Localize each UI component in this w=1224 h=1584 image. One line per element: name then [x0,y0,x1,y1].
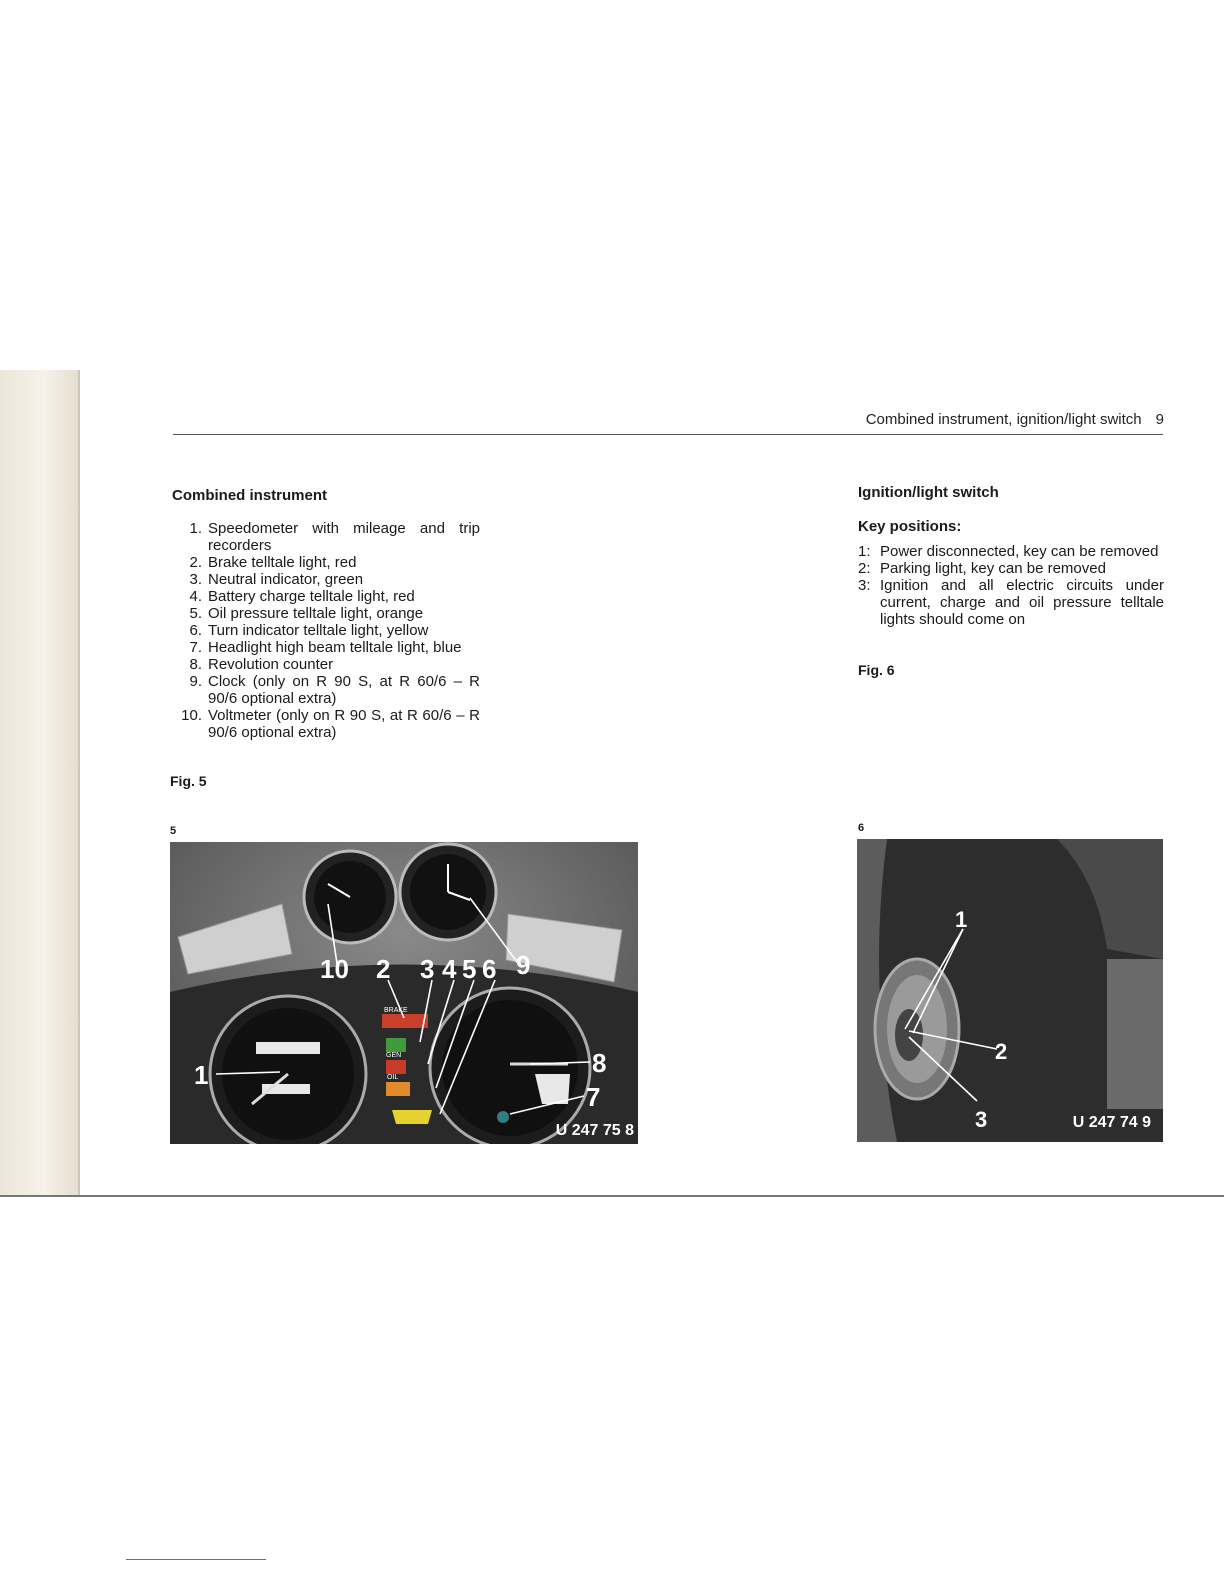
list-item: 2. Brake telltale light, red [189,554,357,571]
battery-charge-light [386,1060,406,1074]
oil-label: OIL [387,1074,399,1081]
callout-5: 5 [462,954,477,984]
callout-10: 10 [320,954,349,984]
list-item: 2: Parking light, key can be removed [858,560,1106,577]
callout-1: 1 [194,1060,209,1090]
callout-2: 2 [376,954,391,984]
page-number: 9 [1155,411,1164,428]
key-positions-list [858,543,1164,628]
turn-indicator-light [392,1110,432,1124]
page-binding-edge [78,370,80,1196]
gen-label: GEN [386,1052,402,1059]
combined-instrument-heading: Combined instrument [172,487,328,504]
fig5-code: U 247 75 8 [555,1122,634,1139]
header-rule [173,434,1163,435]
header-title: Combined instrument, ignition/light switch [865,411,1142,428]
callout-1: 1 [955,907,968,932]
callout-7: 7 [586,1082,601,1112]
key-positions-heading: Key positions: [858,518,962,535]
list-item: 3: Ignition and all electric circuits under current, charge and oil pressure telltale lights should come on [858,577,1164,628]
fig6-caption: Fig. 6 [858,662,895,678]
brake-telltale-light [382,1014,428,1028]
callout-9: 9 [516,950,531,980]
callout-8: 8 [592,1048,607,1078]
list-item: 3. Neutral indicator, green [189,571,364,588]
fig5-number: 5 [170,825,177,837]
high-beam-light [497,1111,509,1123]
callout-3: 3 [975,1107,988,1132]
fig6-code: U 247 74 9 [1072,1114,1151,1131]
list-item: 1: Power disconnected, key can be removed [858,543,1159,560]
list-item: 1. Speedometer with mileage and trip recorders [189,520,480,554]
callout-3: 3 [420,954,435,984]
page-binding-shadow [0,370,80,1196]
list-item: 5. Oil pressure telltale light, orange [189,605,424,622]
list-item: 6. Turn indicator telltale light, yellow [189,622,429,639]
callout-2: 2 [995,1039,1008,1064]
brake-label: BRAKE [384,1007,408,1014]
callout-6: 6 [482,954,497,984]
fig5-instrument-photo [170,842,638,1144]
list-item: 9. Clock (only on R 90 S, at R 60/6 – R 90/6 optional extra) [189,673,480,707]
fig5-caption: Fig. 5 [170,773,207,789]
footnote-rule [126,1559,266,1560]
fig6-ignition-photo [857,839,1163,1142]
list-item: 4. Battery charge telltale light, red [189,588,415,605]
callout-4: 4 [442,954,457,984]
list-item: 8. Revolution counter [189,656,334,673]
fig6-number: 6 [858,822,865,834]
list-item: 10. Voltmeter (only on R 90 S, at R 60/6 – R 90/6 optional extra) [181,707,480,741]
neutral-indicator-light [386,1038,406,1052]
instrument-parts-list [170,520,480,741]
page-bottom-edge [0,1195,1224,1197]
oil-pressure-light [386,1082,410,1096]
running-header [866,411,1164,428]
ignition-switch-heading: Ignition/light switch [858,484,999,501]
list-item: 7. Headlight high beam telltale light, blue [189,639,462,656]
